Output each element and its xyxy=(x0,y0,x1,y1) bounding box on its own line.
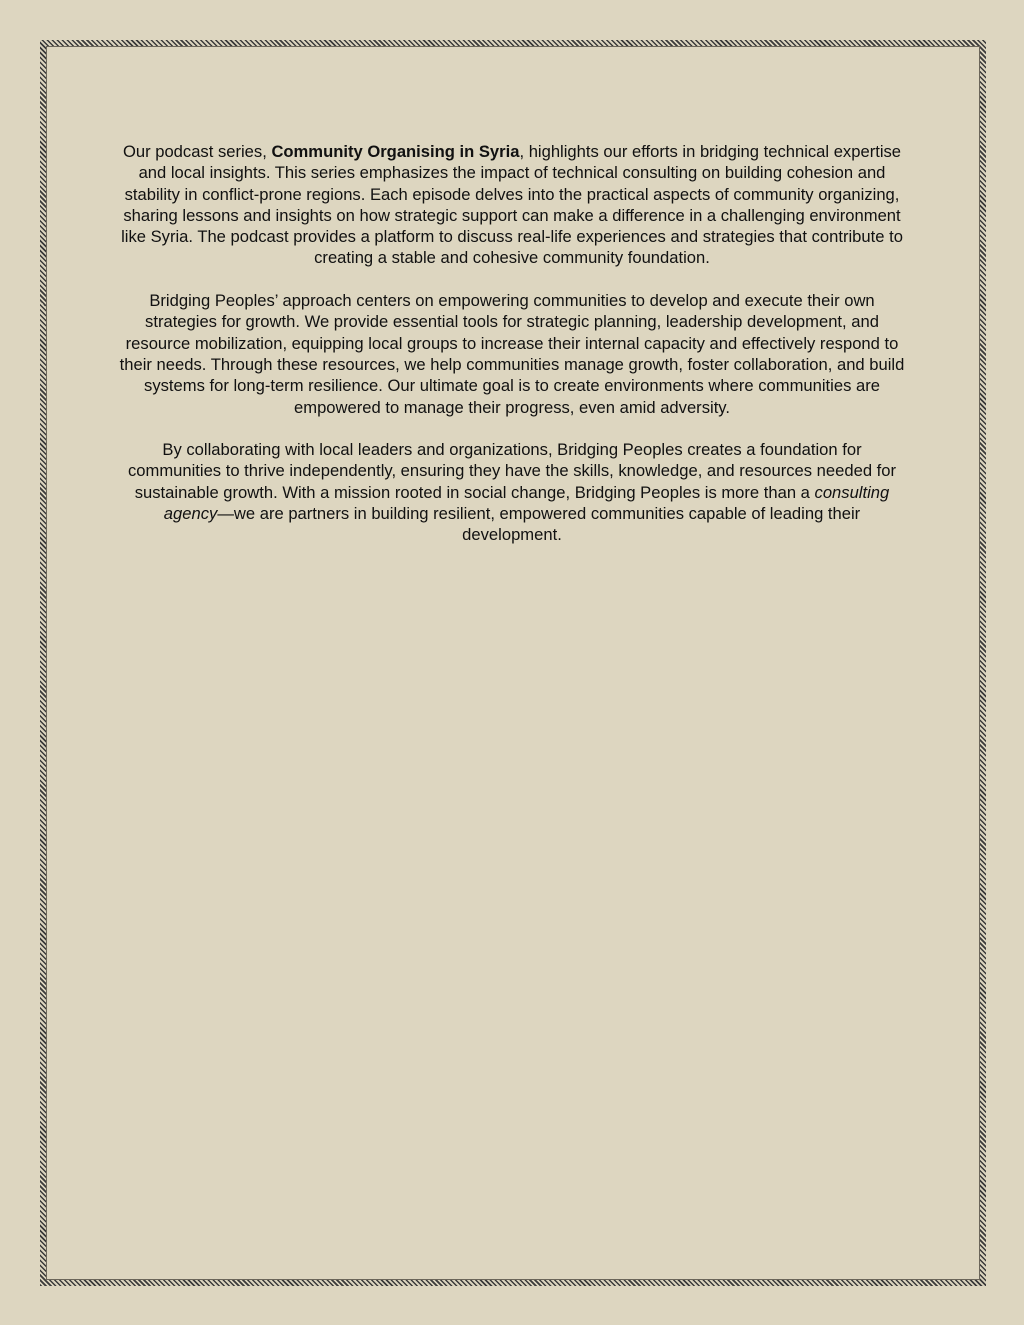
p3-intro-text: By collaborating with local leaders and organizations, Bridging Peoples creates a foundation for communities to thrive independently, ensuring they have the skills, knowledge, and resources needed for sustainable growth. With a mission rooted in social change, Bridging Peoples is more than a xyxy=(127,440,897,502)
paragraph-approach xyxy=(118,290,906,418)
p1-body-text: , highlights our efforts in bridging technical expertise and local insights. This series emphasizes the impact of technical consulting on building cohesion and stability in conflict-prone regions. Each episode delves into the practical aspects of community organizing, sharing lessons and insights on how strategic support can make a difference in a challenging environment like Syria. The podcast provides a platform to discuss real-life experiences and strategies that contribute to creating a stable and cohesive community foundation. xyxy=(121,142,903,268)
paragraph-podcast-series xyxy=(118,141,906,269)
p3-body-text: —we are partners in building resilient, empowered communities capable of leading their development. xyxy=(217,504,861,545)
paragraph-collaboration xyxy=(118,439,906,545)
document-body xyxy=(118,141,906,567)
consulting-agency-emphasis: consulting agency xyxy=(163,482,890,524)
p1-intro-text: Our podcast series, xyxy=(122,142,272,161)
podcast-series-title: Community Organising in Syria xyxy=(271,142,520,161)
p2-body-text: Bridging Peoples’ approach centers on empowering communities to develop and execute their own strategies for growth. We provide essential tools for strategic planning, leadership development, and resource mobilization, equipping local groups to increase their internal capacity and effectively respond to their needs. Through these resources, we help communities manage growth, foster collaboration, and build systems for long-term resilience. Our ultimate goal is to create environments where communities are empowered to manage their progress, even amid adversity. xyxy=(119,291,905,417)
